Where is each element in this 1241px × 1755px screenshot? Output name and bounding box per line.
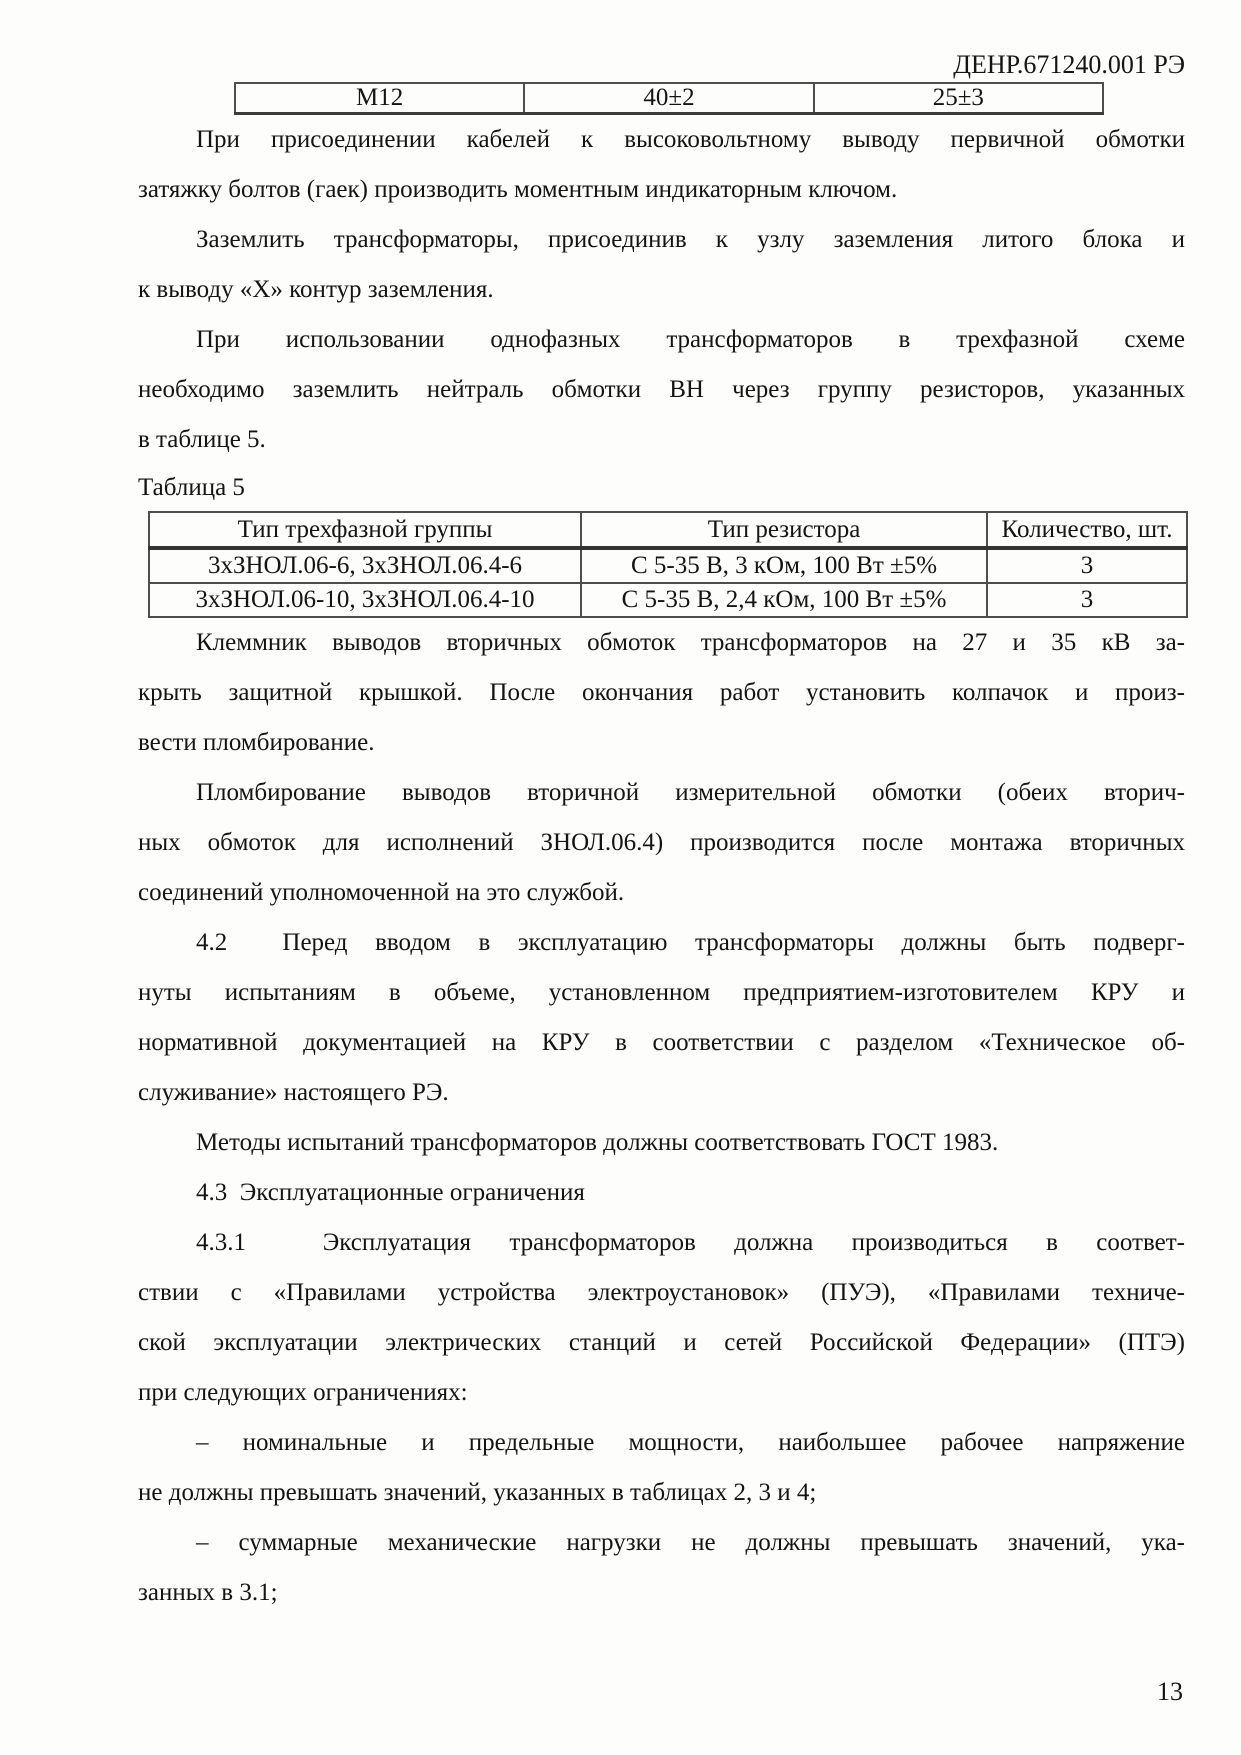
text-line: крыть защитной крышкой. После окончания работ установить колпачок и произ- [138, 679, 1185, 706]
text-line: Методы испытаний трансформаторов должны соответствовать ГОСТ 1983. [196, 1129, 999, 1156]
text-line: не должны превышать значений, указанных в таблицах 2, 3 и 4; [138, 1479, 817, 1506]
text-line: 4.3 Эксплуатационные ограничения [196, 1179, 585, 1206]
table-row [149, 583, 1187, 617]
text-line: Пломбирование выводов вторичной измерительной обмотки (обеих вторич- [196, 779, 1185, 806]
text-line: – номинальные и предельные мощности, наибольшее рабочее напряжение [196, 1429, 1185, 1456]
text-line: затяжку болтов (гаек) производить моментным индикаторным ключом. [138, 176, 898, 203]
text-line: нормативной документацией на КРУ в соответствии с разделом «Техническое об- [138, 1029, 1185, 1056]
paragraph [138, 215, 1185, 315]
text-line: соединений уполномоченной на это службой. [138, 879, 625, 906]
text-line: Заземлить трансформаторы, присоединив к узлу заземления литого блока и [196, 226, 1185, 253]
paragraph [138, 115, 1185, 215]
paragraph-section-4-2 [138, 918, 1185, 1118]
text-line: в таблице 5. [138, 426, 266, 453]
text-line: при следующих ограничениях: [138, 1379, 468, 1406]
text-line: При присоединении кабелей к высоковольтному выводу первичной обмотки [196, 126, 1185, 153]
text-line: 4.3.1 Эксплуатация трансформаторов должна производиться в соответ- [196, 1229, 1185, 1256]
text-line: к выводу «Х» контур заземления. [138, 276, 494, 303]
table-cell: 3хЗНОЛ.06-10, 3хЗНОЛ.06.4-10 [149, 583, 581, 617]
table5 [148, 511, 1188, 618]
paragraph-section-4-3 [138, 1168, 1185, 1218]
table-cell: 3 [987, 583, 1187, 617]
text-line: 4.2 Перед вводом в эксплуатацию трансформаторы должны быть подверг- [196, 929, 1185, 956]
doc-code-header: ДЕНР.671240.001 РЭ [953, 50, 1185, 79]
table-cell: М12 [235, 83, 524, 114]
page-number: 13 [1157, 1677, 1183, 1706]
text-line: ствии с «Правилами устройства электроустановок» (ПУЭ), «Правилами техниче- [138, 1279, 1185, 1306]
table-cell: 40±2 [524, 83, 813, 114]
text-line: – суммарные механические нагрузки не должны превышать значений, ука- [196, 1529, 1185, 1556]
list-item [138, 1418, 1185, 1518]
text-line: служивание» настоящего РЭ. [138, 1079, 449, 1106]
table5-header-cell: Тип трехфазной группы [149, 512, 581, 548]
table-cell: С 5-35 В, 2,4 кОм, 100 Вт ±5% [581, 583, 987, 617]
table5-header-row [149, 512, 1187, 548]
table5-header-cell: Количество, шт. [987, 512, 1187, 548]
text-line: Клеммник выводов вторичных обмоток трансформаторов на 27 и 35 кВ за- [196, 629, 1185, 656]
text-line: ской эксплуатации электрических станций и сетей Российской Федерации» (ПТЭ) [138, 1329, 1185, 1356]
paragraph [138, 768, 1185, 918]
table-cell: 25±3 [814, 83, 1103, 114]
table5-header-cell: Тип резистора [581, 512, 987, 548]
text-line: При использовании однофазных трансформаторов в трехфазной схеме [196, 326, 1185, 353]
paragraph [138, 315, 1185, 465]
table5-caption: Таблица 5 [138, 474, 245, 501]
paragraph [138, 618, 1185, 768]
text-line: необходимо заземлить нейтраль обмотки ВН через группу резисторов, указанных [138, 376, 1185, 403]
table-cell: 3 [987, 548, 1187, 583]
paragraph [138, 1118, 1185, 1168]
text-line: ных обмоток для исполнений ЗНОЛ.06.4) производится после монтажа вторичных [138, 829, 1185, 856]
list-item [138, 1518, 1185, 1618]
table-cell: С 5-35 В, 3 кОм, 100 Вт ±5% [581, 548, 987, 583]
table-row [235, 83, 1103, 114]
table-continuation [234, 82, 1104, 115]
table-cell: 3хЗНОЛ.06-6, 3хЗНОЛ.06.4-6 [149, 548, 581, 583]
paragraph-section-4-3-1 [138, 1218, 1185, 1418]
text-line: нуты испытаниям в объеме, установленном предприятием-изготовителем КРУ и [138, 979, 1185, 1006]
text-line: занных в 3.1; [138, 1579, 278, 1606]
text-line: вести пломбирование. [138, 729, 375, 756]
table-row [149, 548, 1187, 583]
